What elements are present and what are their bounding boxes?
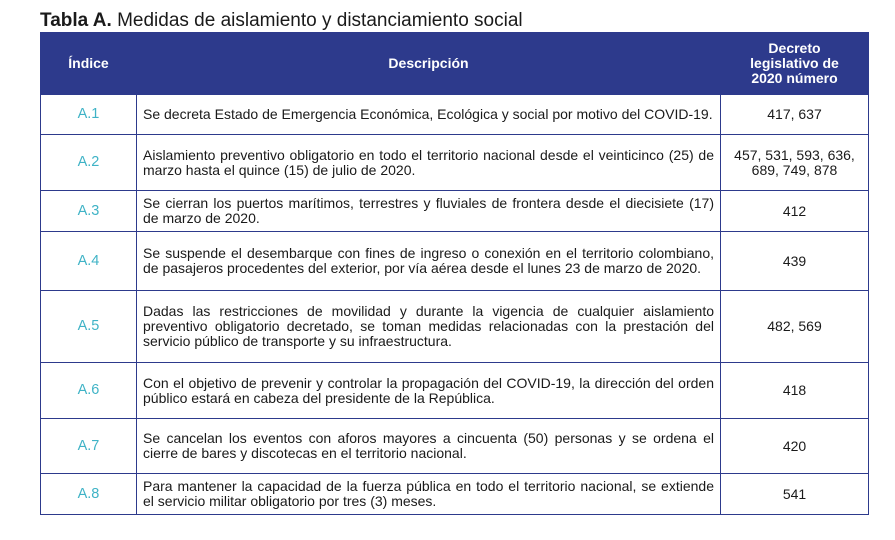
table-row — [41, 191, 869, 232]
row-decree: 417, 637 — [721, 95, 869, 135]
header-decreto — [721, 33, 869, 95]
header-indice: Índice — [41, 33, 137, 95]
row-description: Dadas las restricciones de movilidad y durante la vigencia de cualquier aislamiento preventivo obligatorio decretado, se toman medidas relacionadas con la prestación del servicio público de transporte y su infraestructura. — [137, 291, 721, 363]
row-index: A.1 — [41, 95, 137, 135]
table-row — [41, 363, 869, 419]
row-description: Para mantener la capacidad de la fuerza pública en todo el territorio nacional, se extiende el servicio militar obligatorio por tres (3) meses. — [137, 474, 721, 515]
table-caption-title: Medidas de aislamiento y distanciamiento social — [117, 10, 523, 31]
row-description: Se cancelan los eventos con aforos mayores a cincuenta (50) personas y se ordena el cierre de bares y discotecas en el territorio nacional. — [137, 419, 721, 474]
row-decree: 420 — [721, 419, 869, 474]
table-row — [41, 232, 869, 291]
row-index: A.5 — [41, 291, 137, 363]
table-caption-label: Tabla A. — [40, 10, 112, 31]
row-index: A.7 — [41, 419, 137, 474]
header-decreto-line3: 2020 número — [751, 70, 838, 86]
row-decree: 412 — [721, 191, 869, 232]
row-description: Se suspende el desembarque con fines de ingreso o conexión en el territorio colombiano, de pasajeros procedentes del exterior, por vía aérea desde el lunes 23 de marzo de 2020. — [137, 232, 721, 291]
header-decreto-line2: legislativo de — [750, 55, 839, 71]
row-index: A.3 — [41, 191, 137, 232]
table-caption — [40, 10, 523, 32]
table-row — [41, 135, 869, 191]
row-description: Se cierran los puertos marítimos, terrestres y fluviales de frontera desde el diecisiete (17) de marzo de 2020. — [137, 191, 721, 232]
row-decree: 457, 531, 593, 636, 689, 749, 878 — [721, 135, 869, 191]
row-decree: 439 — [721, 232, 869, 291]
header-row — [41, 33, 869, 95]
table-row — [41, 474, 869, 515]
row-index: A.2 — [41, 135, 137, 191]
row-description: Aislamiento preventivo obligatorio en todo el territorio nacional desde el veinticinco (25) de marzo hasta el quince (15) de julio de 2020. — [137, 135, 721, 191]
row-description: Con el objetivo de prevenir y controlar la propagación del COVID-19, la dirección del orden público estará en cabeza del presidente de la República. — [137, 363, 721, 419]
header-decreto-line1: Decreto — [768, 40, 821, 56]
row-index: A.6 — [41, 363, 137, 419]
row-description: Se decreta Estado de Emergencia Económica, Ecológica y social por motivo del COVID-19. — [137, 95, 721, 135]
header-descripcion: Descripción — [137, 33, 721, 95]
row-decree: 482, 569 — [721, 291, 869, 363]
row-index: A.8 — [41, 474, 137, 515]
measures-table — [40, 32, 869, 515]
row-index: A.4 — [41, 232, 137, 291]
table-row — [41, 95, 869, 135]
row-decree: 541 — [721, 474, 869, 515]
table-row — [41, 291, 869, 363]
table-row — [41, 419, 869, 474]
row-decree: 418 — [721, 363, 869, 419]
